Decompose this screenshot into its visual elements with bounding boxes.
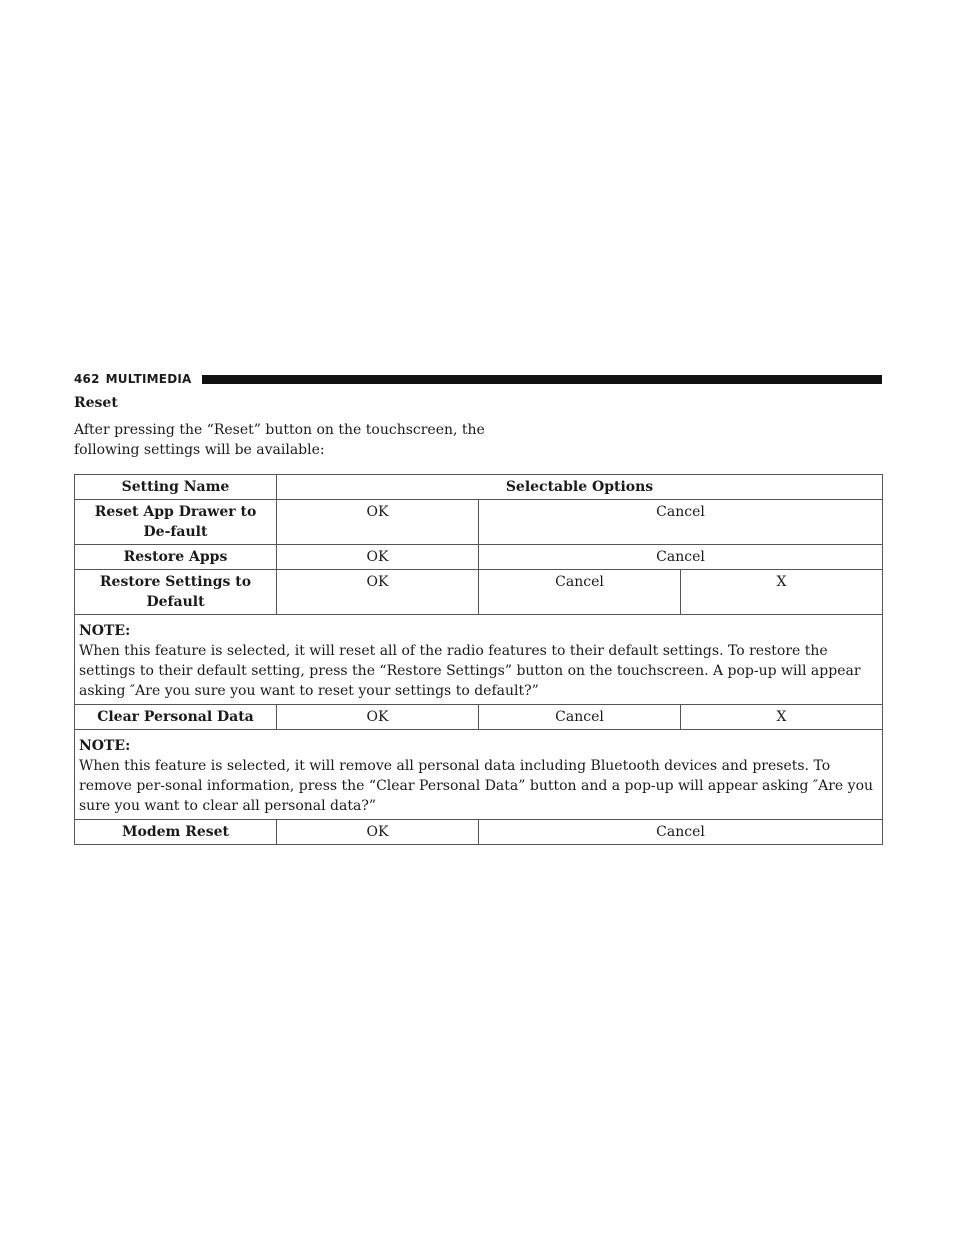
page-header bbox=[74, 371, 882, 387]
note-label: NOTE: bbox=[79, 738, 131, 754]
table-row bbox=[75, 500, 883, 545]
note-text: When this feature is selected, it will reset all of the radio features to their default settings. To restore the settings to their default setting, press the “Restore Settings” button on the touchscreen. A pop-up will appear asking ″Are you sure you want to reset your settings to default?” bbox=[79, 643, 861, 699]
setting-name: Restore Apps bbox=[75, 545, 277, 570]
note-cell bbox=[75, 730, 883, 820]
option-ok: OK bbox=[277, 820, 479, 845]
setting-name: Modem Reset bbox=[75, 820, 277, 845]
option-ok: OK bbox=[277, 570, 479, 615]
table-row bbox=[75, 570, 883, 615]
note-label: NOTE: bbox=[79, 623, 131, 639]
page-number: 462 bbox=[74, 372, 100, 386]
option-cancel: Cancel bbox=[479, 705, 681, 730]
header-rule bbox=[202, 375, 882, 384]
setting-name: Restore Settings to Default bbox=[75, 570, 277, 615]
option-ok: OK bbox=[277, 705, 479, 730]
option-cancel: Cancel bbox=[479, 545, 883, 570]
option-ok: OK bbox=[277, 500, 479, 545]
section-title: Reset bbox=[74, 395, 118, 411]
note-text: When this feature is selected, it will remove all personal data including Bluetooth devices and presets. To remove per-sonal information, press the “Clear Personal Data” button and a pop-up will appear asking ″Are you sure you want to clear all personal data?” bbox=[79, 758, 874, 814]
option-cancel: Cancel bbox=[479, 500, 883, 545]
setting-name: Reset App Drawer to De-fault bbox=[75, 500, 277, 545]
option-cancel: Cancel bbox=[479, 570, 681, 615]
table-row bbox=[75, 545, 883, 570]
table-header-row bbox=[75, 475, 883, 500]
setting-name: Clear Personal Data bbox=[75, 705, 277, 730]
note-cell bbox=[75, 615, 883, 705]
table-row bbox=[75, 820, 883, 845]
option-ok: OK bbox=[277, 545, 479, 570]
option-cancel: Cancel bbox=[479, 820, 883, 845]
option-x: X bbox=[681, 570, 883, 615]
header-setting-name: Setting Name bbox=[75, 475, 277, 500]
note-row bbox=[75, 615, 883, 705]
intro-paragraph: After pressing the “Reset” button on the touchscreen, the following settings will be available: bbox=[74, 422, 485, 458]
option-x: X bbox=[681, 705, 883, 730]
header-selectable-options: Selectable Options bbox=[277, 475, 883, 500]
settings-table bbox=[74, 474, 883, 845]
note-row bbox=[75, 730, 883, 820]
section-label: MULTIMEDIA bbox=[105, 372, 192, 386]
table-row bbox=[75, 705, 883, 730]
